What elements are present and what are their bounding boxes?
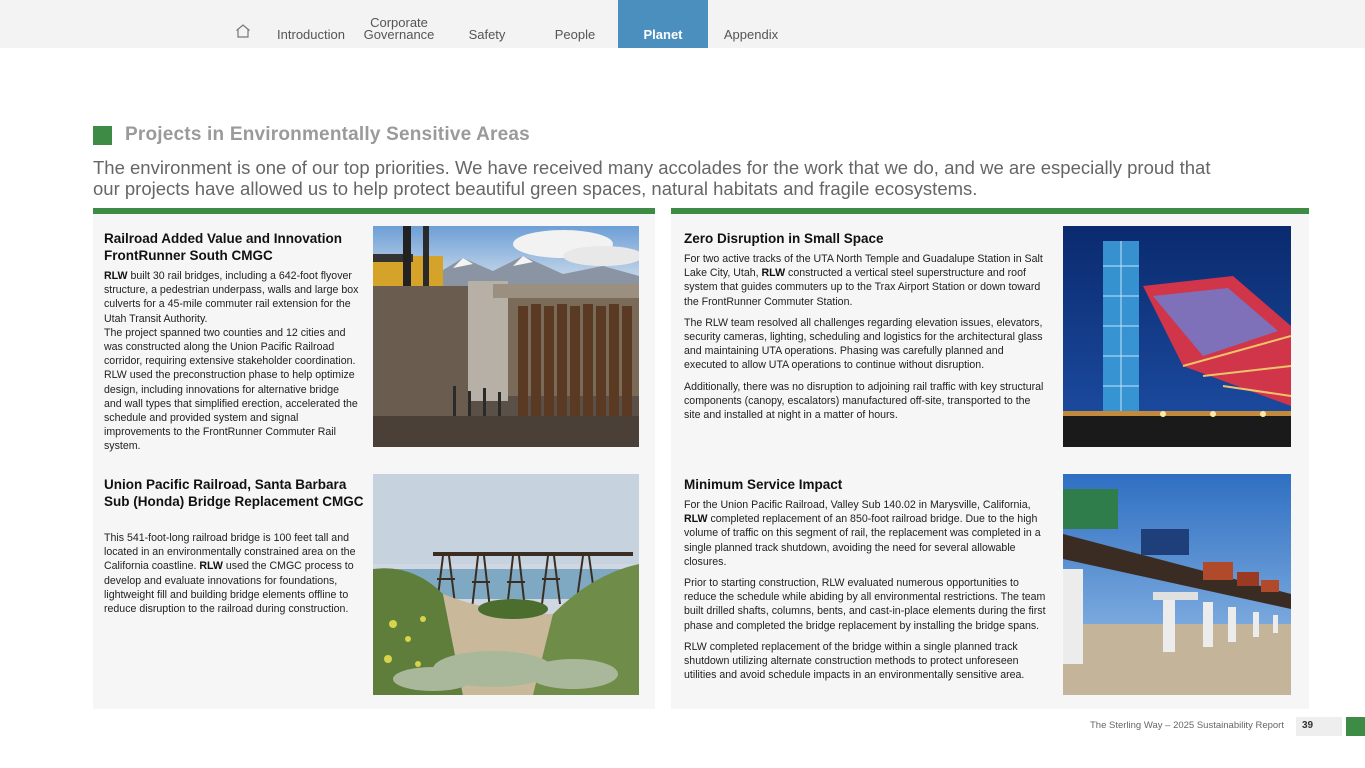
nav-tab-appendix[interactable]: Appendix (723, 27, 779, 42)
section-intro: The environment is one of our top priorities. We have received many accolades for the work that we do, and we are especially proud that our projects have allowed us to help protect beautiful green spaces, natural habitats and fragile ecosystems. (93, 157, 1211, 199)
footer-report-title: The Sterling Way – 2025 Sustainability Report (1090, 720, 1284, 731)
nav-tab-introduction[interactable]: Introduction (277, 27, 345, 42)
station-photo (1063, 226, 1291, 447)
bridge-photo (1063, 474, 1291, 695)
santa-barbara-photo (373, 474, 639, 695)
minimum-impact-title: Minimum Service Impact (684, 477, 843, 492)
zero-disruption-title: Zero Disruption in Small Space (684, 231, 884, 246)
frontrunner-text-1: built 30 rail bridges, including a 642-foot flyover structure, a pedestrian underpass, walls and large box culverts for a 45-mile commuter rail extension for the Utah Transit Authority. (104, 270, 359, 325)
santa-barbara-body (104, 531, 359, 616)
right-panel (671, 208, 1309, 709)
zero-disruption-paragraph-2: The RLW team resolved all challenges regarding elevation issues, elevators, security cameras, lighting, scheduling and logistics for the architectural glass and maintaining UTA operations. Phasing was carefully planned and executed to allow UTA operations to continue without disruption. (684, 316, 1043, 372)
zero-disruption-body (684, 252, 1046, 429)
nav-tab-people[interactable]: People (554, 27, 596, 42)
minimum-impact-paragraph-2: Prior to starting construction, RLW evaluated numerous opportunities to reduce the schedule while abiding by all environmental restrictions. The team built drilled shafts, columns, bents, and cast-in-place elements during the first phase and completed the bridge replacement by installing the bridge spans. (684, 577, 1046, 632)
zero-disruption-paragraph-3: Additionally, there was no disruption to adjoining rail traffic with key structural components (canopy, escalators) manufactured off-site, transported to the site and installed at night in a matter of hours. (684, 380, 1044, 422)
footer-marker (1346, 717, 1365, 736)
left-panel (93, 208, 655, 709)
section-title: Projects in Environmentally Sensitive Areas (125, 124, 530, 145)
nav-tab-planet[interactable]: Planet (618, 0, 708, 48)
frontrunner-photo (373, 226, 639, 447)
santa-barbara-text-2: used the CMGC process to develop and evaluate innovations for foundations, lightweight fill and building bridge elements offline to reduce disruption to the railroad during construction. (104, 560, 354, 616)
santa-barbara-title: Union Pacific Railroad, Santa Barbara Sub (Honda) Bridge Replacement CMGC (104, 477, 364, 509)
nav-tab-corporate-governance[interactable]: Corporate Governance (363, 15, 435, 42)
nav-tab-safety[interactable]: Safety (468, 27, 506, 42)
page-number: 39 (1296, 717, 1342, 736)
minimum-impact-body (684, 498, 1046, 689)
rlw-lead: RLW (104, 270, 128, 282)
frontrunner-text-2: The project spanned two counties and 12 cities and was constructed along the Union Pacific Railroad corridor, requiring extensive stakeholder coordination. RLW used the preconstruction phase to help optimize design, including innovations for alternative bridge and wall types that simplified erection, accelerated the schedule and provided system and signal improvements to the FrontRunner Commuter Rail system. (104, 326, 358, 453)
minimum-impact-paragraph-3: RLW completed replacement of the bridge within a single planned track shutdown utilizing alternate construction methods to protect unforeseen utilities and avoid schedule impacts in an environmentally sensitive area. (684, 640, 1025, 682)
minimum-impact-paragraph-1: For the Union Pacific Railroad, Valley Sub 140.02 in Marysville, California, RLW completed replacement of an 850-foot railroad bridge. Due to the high volume of traffic on this segment of rail, the replacement was completed in a single planned track shutdown, avoiding the need for several allowable closures. (684, 499, 1041, 568)
top-nav (0, 0, 1365, 48)
zero-disruption-paragraph-1: For two active tracks of the UTA North Temple and Guadalupe Station in Salt Lake City, Utah, RLW constructed a vertical steel superstructure and roof system that guides commuters up to the Trax Airport Station or down toward the FrontRunner Commuter Station. (684, 253, 1043, 308)
frontrunner-body (104, 269, 359, 454)
santa-barbara-text-1: This 541-foot-long railroad bridge is 100 feet tall and located in an environmentally constrained area on the California coastline. (104, 532, 356, 573)
frontrunner-title: Railroad Added Value and Innovation FrontRunner South CMGC (104, 231, 343, 263)
home-icon[interactable] (235, 23, 251, 39)
section-marker (93, 126, 112, 145)
rlw-lead: RLW (199, 560, 223, 573)
